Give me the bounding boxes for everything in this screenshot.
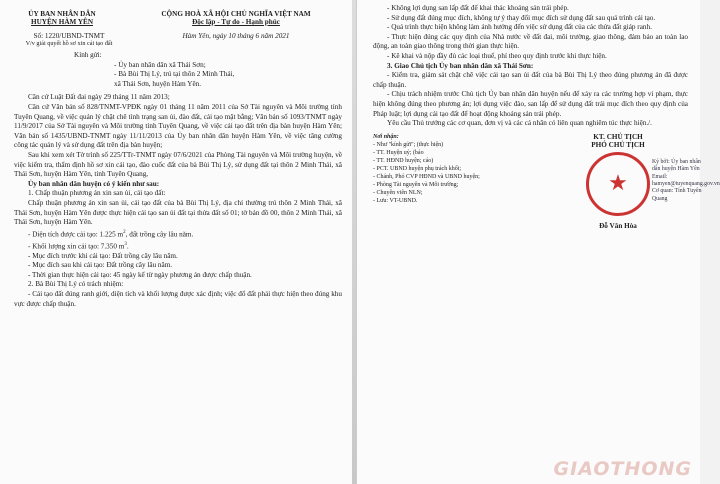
item-1-text: Chấp thuận phương án xin san ủi, cải tạo đất của bà Bùi Thị Lý, địa chỉ thường trú thôn 2 Minh Thái, xã Thái Sơn, huyện Hàm Yên được thực hiện cải tạo san ủi đất tại thửa đất số 01; tờ bản đồ 00, thôn 2 Minh Thái, xã Thái Sơn, huyện Hàm Yên. [14, 198, 342, 227]
document-page-1 [0, 0, 352, 484]
doc-meta [14, 32, 342, 47]
duty-5: - Kê khai và nộp đầy đủ các loại thuế, phí theo quy định trước khi thực hiện. [387, 51, 607, 60]
recipient-3: xã Thái Sơn, huyện Hàm Yên. [114, 79, 202, 88]
stamp-agency: Cơ quan: Tỉnh Tuyên Quang [652, 188, 702, 202]
item-2-heading: 2. Bà Bùi Thị Lý có trách nhiệm: [28, 280, 124, 289]
duty-2: - Sử dụng đất đúng mục đích, không tự ý thay đổi mục đích sử dụng đất sau quá trình cải tạo. [387, 13, 656, 22]
item-3-heading: 3. Giao Chủ tịch Ủy ban nhân dân xã Thái Sơn: [387, 61, 534, 70]
recipient-item: - PCT. UBND huyện phụ trách khối; [373, 165, 462, 172]
recipient-item: - Chuyên viên NLN; [373, 189, 423, 196]
recipients-title: Nơi nhận: [373, 133, 399, 140]
doc-number: Số: 1220/UBND-TNMT [33, 32, 105, 40]
duty-3: - Quá trình thực hiện không làm ảnh hưởng đến việc sử dụng đất của các thửa đất giáp ranh. [387, 23, 652, 32]
signer-name: Đỗ Văn Hòa [599, 221, 637, 230]
document-header [14, 10, 342, 26]
document-page-2 [356, 0, 720, 484]
duration: - Thời gian thực hiện cải tạo: 45 ngày kể từ ngày phương án được chấp thuận. [28, 270, 252, 279]
para-proposal: Sau khi xem xét Tờ trình số 225/TTr-TNMT ngày 07/6/2021 của Phòng Tài nguyên và Môi trường huyện, về việc kiểm tra, thẩm định hồ sơ xin cải tạo, đào cuốc đất của bà Bùi Thị Lý, sử dụng đất tại thôn 2 Minh Thái, xã Thái Sơn, huyện Hàm Yên, tỉnh Tuyên Quang, [14, 150, 342, 179]
recipient-item: - Phòng Tài nguyên và Môi trường; [373, 181, 459, 188]
stamp-email: hamyen@tuyenquang.gov.vn [652, 180, 720, 187]
signature-area [373, 132, 720, 230]
recipients-list [373, 133, 523, 230]
doc-subject: V/v giải quyết hồ sơ xin cải tạo đất [25, 40, 113, 47]
duty-6: - Kiểm tra, giám sát chặt chẽ việc cải tạo san ủi đất của bà Bùi Thị Lý theo đúng phương án đã được chấp thuận. [373, 71, 688, 89]
recipient-2: - Bà Bùi Thị Lý, trú tại thôn 2 Minh Thái, [114, 70, 235, 79]
purpose-before: - Mục đích trước khi cải tạo: Đất trồng cây lâu năm. [28, 251, 178, 260]
recipient-1: - Ủy ban nhân dân xã Thái Sơn; [114, 60, 206, 69]
volume-line: - Khối lượng xin cải tạo: 7.350 $m^3$. [28, 241, 129, 251]
signature-block [548, 132, 720, 230]
sign-title-1: KT. CHỦ TỊCH [593, 132, 643, 141]
recipient-item: - TT. Huyện uỷ; (báo [373, 149, 424, 156]
red-seal-icon: ★ [586, 152, 650, 216]
duty-4: - Thực hiện đúng các quy định của Nhà nước về đất đai, môi trường, giao thông, đảm bảo an toàn lao động, an toàn giao thông trong thời gian thực hiện. [373, 32, 688, 51]
volume-end: . [126, 242, 129, 251]
org-name: ỦY BAN NHÂN DÂN [28, 10, 96, 18]
area-text: - Diện tích được cải tạo: 1.225 m [28, 230, 124, 239]
doc-date: Hàm Yên, ngày 10 tháng 6 năm 2021 [182, 32, 290, 40]
nation-title: CỘNG HOÀ XÃ HỘI CHỦ NGHĨA VIỆT NAM [161, 10, 311, 18]
purpose-after: - Mục đích sau khi cải tạo: Đất trồng cây lâu năm. [28, 261, 173, 270]
stamp-signed-by: Ký bởi: Ủy ban nhân dân huyện Hàm Yên [652, 158, 701, 173]
recipient-item: - Chánh, Phó CVP HĐND và UBND huyện; [373, 173, 480, 180]
volume-text: - Khối lượng xin cải tạo: 7.350 m [28, 242, 125, 251]
area-line: - Diện tích được cải tạo: 1.225 $m^2$, đất trồng cây lâu năm. [28, 229, 194, 239]
duty-1: - Không lợi dụng san lấp đất để khai thác khoáng sản trái phép. [387, 4, 569, 12]
watermark: GIAOTHONG [553, 458, 692, 480]
recipient-item: - Như "kính gửi"; (thực hiện) [373, 141, 444, 148]
closing: Yêu cầu Thủ trưởng các cơ quan, đơn vị và các cá nhân có liên quan nghiêm túc thực hiện./. [387, 119, 652, 128]
area-type: , đất trồng cây lâu năm. [125, 230, 194, 239]
para-legal-basis: Căn cứ Luật Đất đai ngày 29 tháng 11 năm 2013; [28, 93, 170, 102]
stamp-email-label: Email: [652, 173, 668, 180]
recipient-item: - TT. HĐND huyện; cáo) [373, 157, 434, 164]
sign-title-2: PHÓ CHỦ TỊCH [591, 140, 645, 149]
org-district: HUYỆN HÀM YÊN [30, 18, 94, 26]
opinion-heading: Ủy ban nhân dân huyện có ý kiến như sau: [28, 179, 160, 188]
digital-signature-stamp [652, 158, 720, 203]
duty-7: - Chịu trách nhiệm trước Chủ tịch Ủy ban nhân dân huyện nếu để xảy ra các trường hợp vi phạm, thực hiện không đúng theo phương án; lợi dụng việc đào, san lấp để sử dụng đất trái mục đích theo quy định của Pháp luật; lợi dụng cải tạo đất để hoạt động khoáng sản trái phép. [373, 90, 688, 118]
recipient-item: - Lưu: VT-UBND. [373, 197, 418, 204]
para-documents: Căn cứ Văn bản số 828/TNMT-VPĐK ngày 01 tháng 11 năm 2011 của Sở Tài nguyên và Môi trường tỉnh Tuyên Quang, về việc quản lý chặt chẽ tình trạng san ủi, đào đất, cải tạo mặt bằng; Văn bản số 1093/TNMT ngày 11/9/2017 của Sở Tài nguyên và Môi trường tỉnh Tuyên Quang, về việc cải tạo đất trên địa bàn huyện Hàm Yên; Văn bản số 1435/UBND-TNMT ngày 11/11/2013 của Ủy ban nhân dân huyện Hàm Yên, về việc tăng cường công tác quản lý và sử dụng đất trên địa bàn huyện; [14, 102, 342, 150]
greeting: Kính gửi: [74, 51, 102, 59]
item-1-heading: 1. Chấp thuận phương án xin san ủi, cải tạo đất: [28, 189, 166, 198]
item-2-text: - Cải tạo đất đúng ranh giới, diện tích và khối lượng được xác định; việc đổ đất phải thực hiện theo đúng khu vực được chấp thuận. [14, 290, 342, 308]
nation-motto: Độc lập - Tự do - Hạnh phúc [192, 18, 280, 26]
